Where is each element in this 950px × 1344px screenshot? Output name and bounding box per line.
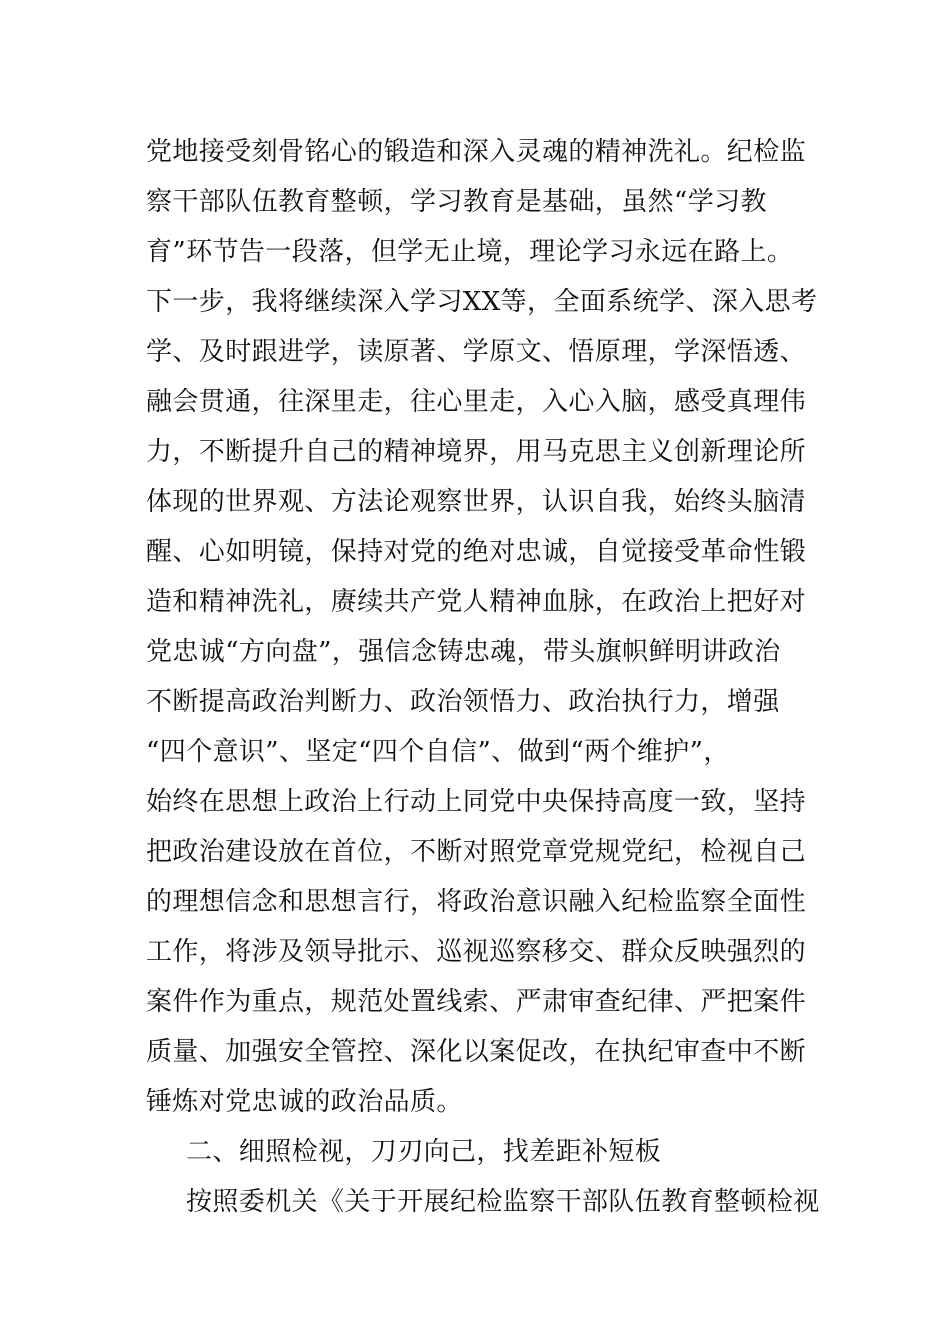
paragraph-line: 案件作为重点，规范处置线索、严肃审查纪律、严把案件: [146, 987, 807, 1017]
section-heading: 二、细照检视，刀刃向己，找差距补短板: [186, 1137, 662, 1167]
paragraph-line: 党忠诚“方向盘”，强信念铸忠魂，带头旗帜鲜明讲政治: [146, 637, 781, 667]
paragraph-line: 党地接受刻骨铭心的锻造和深入灵魂的精神洗礼。纪检监: [146, 137, 807, 167]
paragraph-line: 体现的世界观、方法论观察世界，认识自我，始终头脑清: [146, 487, 807, 517]
paragraph-line: 不断提高政治判断力、政治领悟力、政治执行力，增强: [146, 687, 780, 717]
body-text: [146, 127, 820, 1227]
paragraph-line: 育”环节告一段落，但学无止境，理论学习永远在路上。: [146, 237, 794, 267]
paragraph-line: 质量、加强安全管控、深化以案促改，在执纪审查中不断: [146, 1037, 807, 1067]
paragraph-line: 醒、心如明镜，保持对党的绝对忠诚，自觉接受革命性锻: [146, 537, 807, 567]
paragraph-line: 把政治建设放在首位，不断对照党章党规党纪，检视自己: [146, 837, 807, 867]
paragraph-line: 工作，将涉及领导批示、巡视巡察移交、群众反映强烈的: [146, 937, 807, 967]
paragraph-line: 力，不断提升自己的精神境界，用马克思主义创新理论所: [146, 437, 807, 467]
paragraph-line: “四个意识”、坚定“四个自信”、做到“两个维护”，: [146, 737, 730, 767]
paragraph-line: 下一步，我将继续深入学习XX等，全面系统学、深入思考: [146, 287, 818, 317]
paragraph-line: 融会贯通，往深里走，往心里走，入心入脑，感受真理伟: [146, 387, 807, 417]
paragraph-line: 察干部队伍教育整顿，学习教育是基础，虽然“学习教: [146, 187, 767, 217]
paragraph-line: 始终在思想上政治上行动上同党中央保持高度一致，坚持: [146, 787, 807, 817]
paragraph-line: 的理想信念和思想言行，将政治意识融入纪检监察全面性: [146, 887, 807, 917]
paragraph-line: 锤炼对党忠诚的政治品质。: [146, 1087, 463, 1117]
paragraph-line: 按照委机关《关于开展纪检监察干部队伍教育整顿检视: [186, 1187, 820, 1217]
paragraph-line: 造和精神洗礼，赓续共产党人精神血脉，在政治上把好对: [146, 587, 807, 617]
paragraph-line: 学、及时跟进学，读原著、学原文、悟原理，学深悟透、: [146, 337, 807, 367]
